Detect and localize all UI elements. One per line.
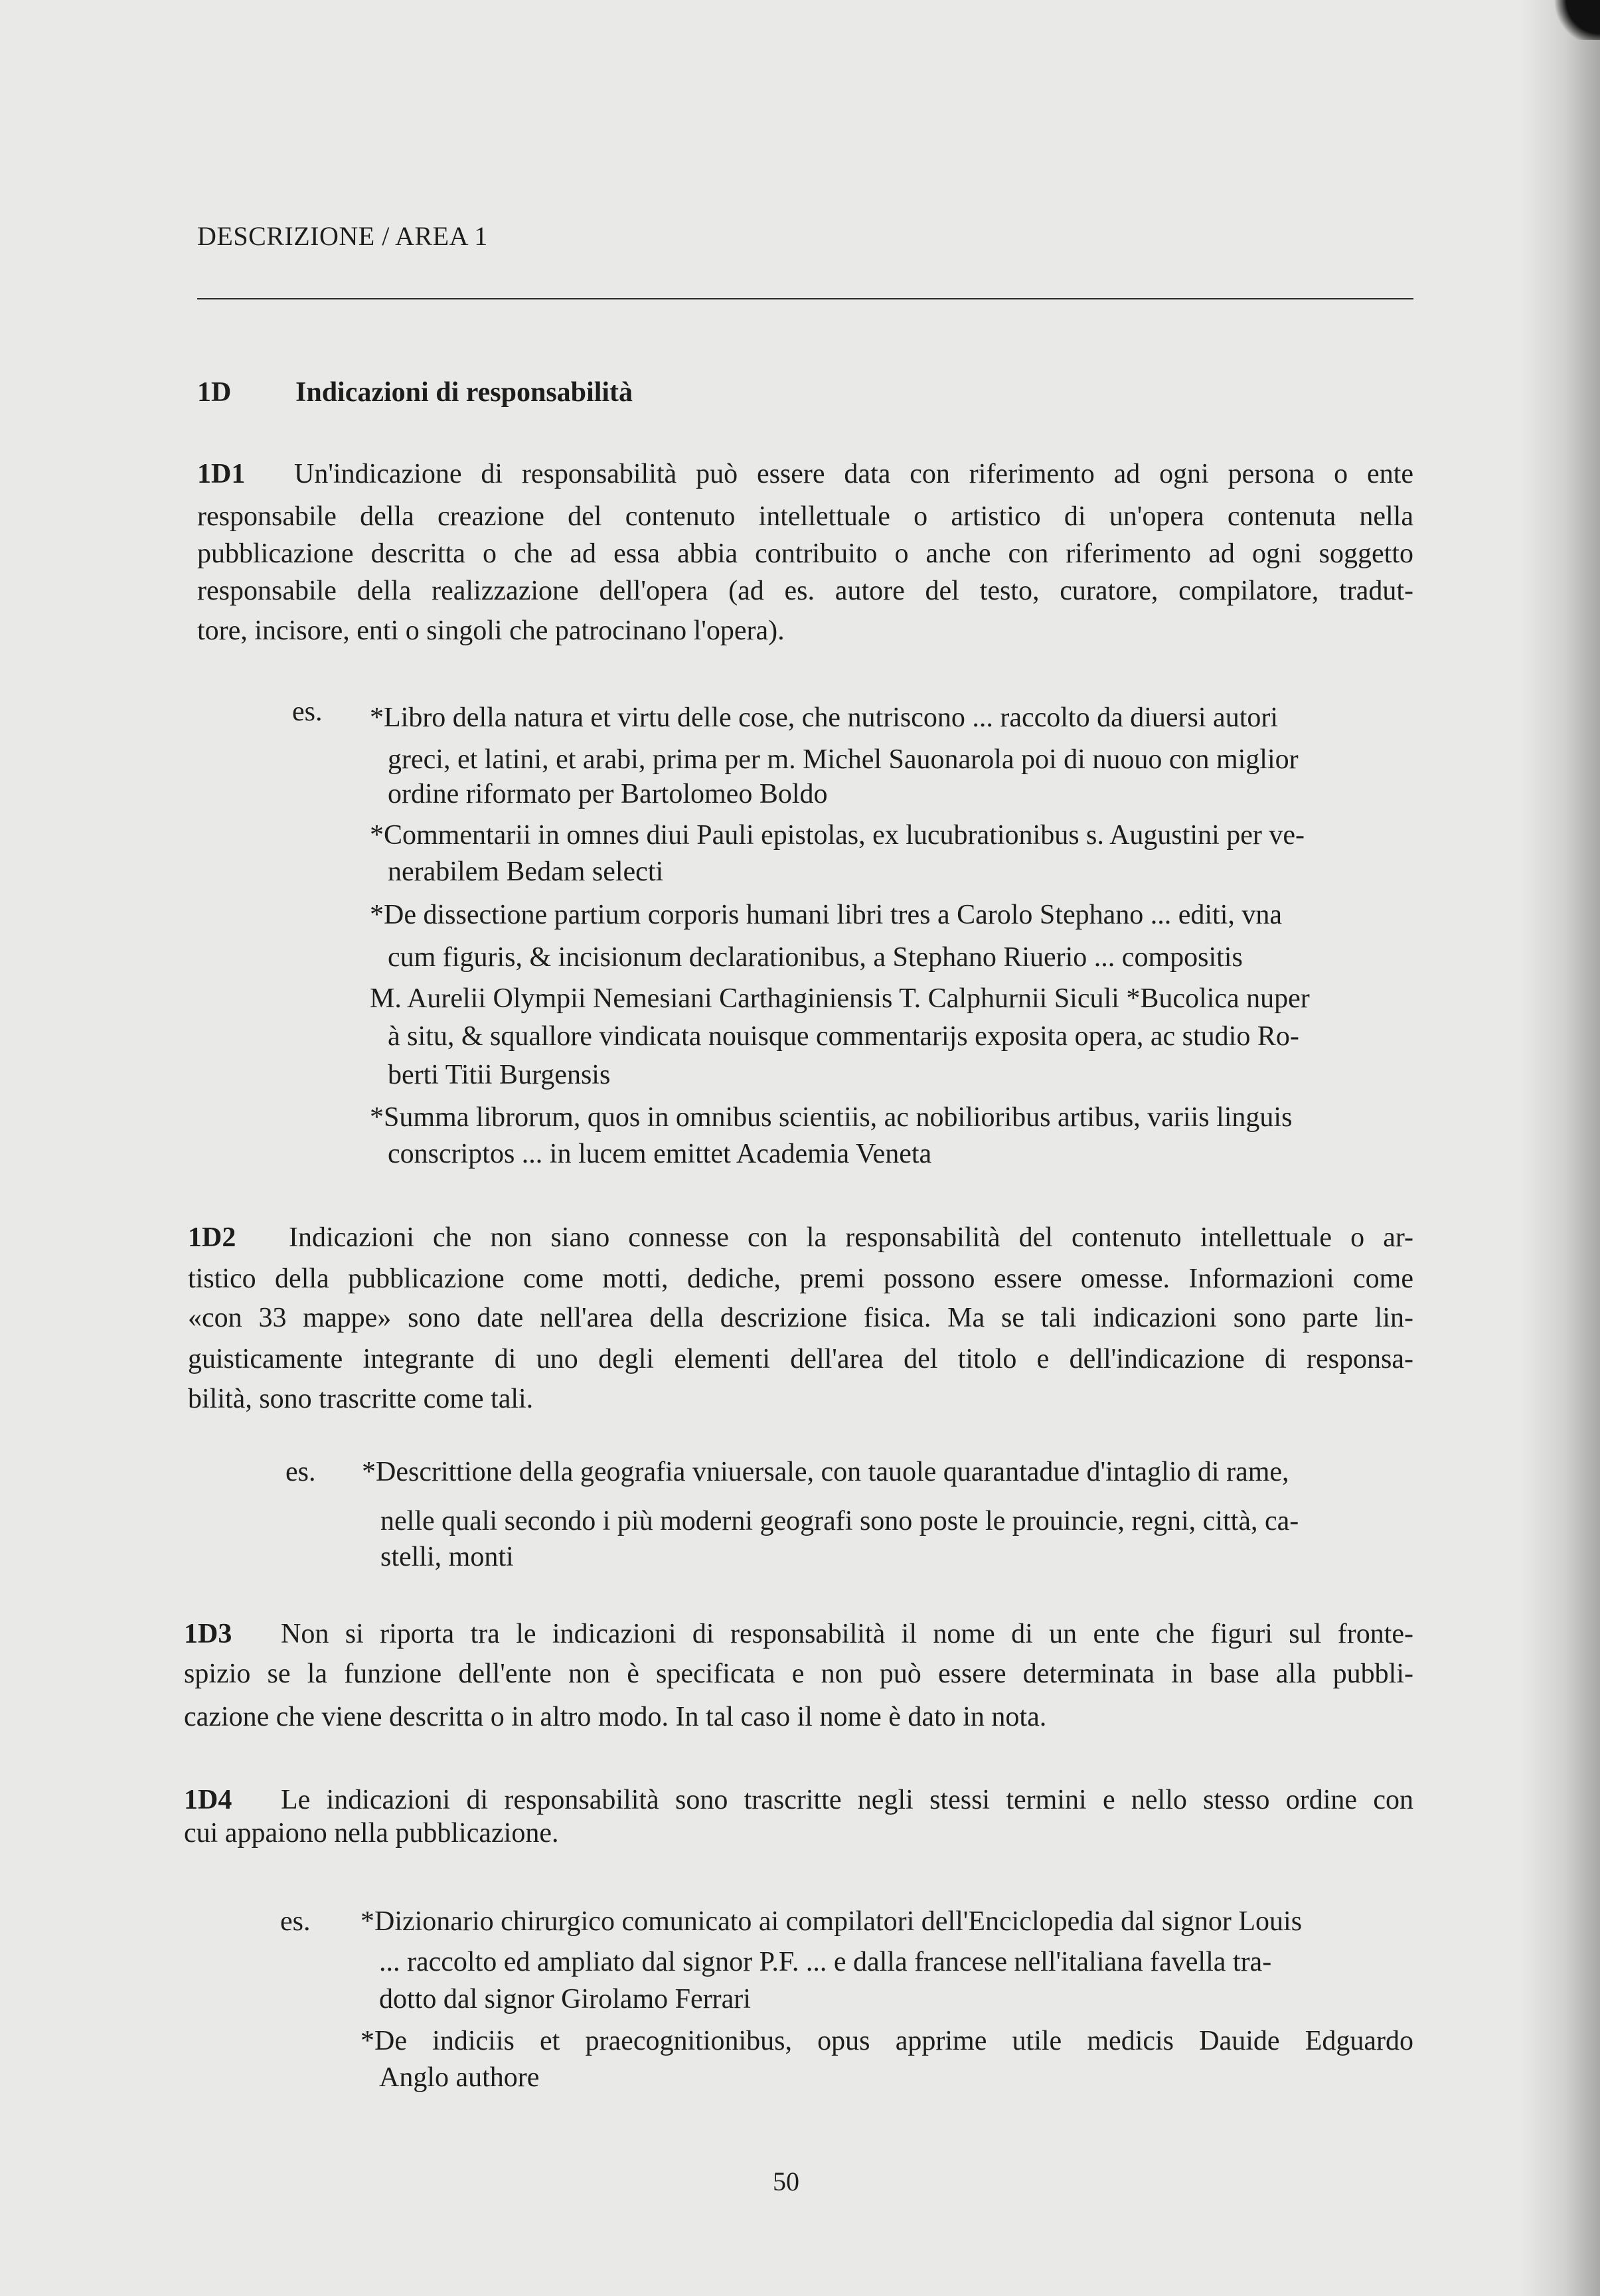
paragraph-line: guisticamente integrante di uno degli elementi dell'area del titolo e dell'indicazione di responsa- — [188, 1344, 1413, 1374]
example-line: nerabilem Bedam selecti — [388, 857, 664, 887]
paragraph-code-1d3: 1D3 — [184, 1619, 232, 1649]
example-line: *Libro della natura et virtu delle cose, che nutriscono ... raccolto da diuersi autori — [370, 702, 1279, 733]
page-edge-shadow — [1520, 0, 1600, 2296]
paragraph-line: Le indicazioni di responsabilità sono trascritte negli stessi termini e nello stesso ordine con — [281, 1785, 1413, 1815]
example-line: *De indiciis et praecognitionibus, opus apprime utile medicis Dauide Edguardo — [360, 2026, 1413, 2056]
example-line: greci, et latini, et arabi, prima per m. Michel Sauonarola poi di nuouo con miglior — [388, 744, 1299, 775]
page-corner-shadow — [1554, 0, 1600, 40]
paragraph-line: bilità, sono trascritte come tali. — [188, 1384, 534, 1414]
example-line: *Dizionario chirurgico comunicato ai compilatori dell'Enciclopedia dal signor Louis — [360, 1906, 1303, 1937]
example-line: *Commentarii in omnes diui Pauli epistolas, ex lucubrationibus s. Augustini per ve- — [370, 820, 1305, 851]
paragraph-line: Indicazioni che non siano connesse con la responsabilità del contenuto intellettuale o ar- — [289, 1222, 1413, 1253]
header-rule — [197, 298, 1413, 299]
paragraph-code-1d2: 1D2 — [188, 1222, 236, 1253]
running-header: DESCRIZIONE / AREA 1 — [197, 221, 488, 251]
paragraph-line: tistico della pubblicazione come motti, dediche, premi possono essere omesse. Informazioni come — [188, 1264, 1413, 1294]
example-line: *Summa librorum, quos in omnibus scientiis, ac nobilioribus artibus, variis linguis — [370, 1102, 1293, 1133]
paragraph-line: cazione che viene descritta o in altro modo. In tal caso il nome è dato in nota. — [184, 1702, 1047, 1732]
paragraph-line: responsabile della creazione del contenuto intellettuale o artistico di un'opera contenuta nella — [197, 501, 1413, 532]
example-line: nelle quali secondo i più moderni geografi sono poste le prouincie, regni, città, ca- — [380, 1506, 1299, 1536]
paragraph-line: cui appaiono nella pubblicazione. — [184, 1818, 559, 1848]
paragraph-line: pubblicazione descritta o che ad essa abbia contribuito o anche con riferimento ad ogni soggetto — [197, 538, 1413, 569]
example-line: ordine riformato per Bartolomeo Boldo — [388, 779, 828, 809]
example-line: dotto dal signor Girolamo Ferrari — [379, 1984, 751, 2014]
paragraph-line: «con 33 mappe» sono date nell'area della descrizione fisica. Ma se tali indicazioni sono parte lin- — [188, 1303, 1413, 1333]
example-line: cum figuris, & incisionum declarationibus, a Stephano Riuerio ... compositis — [388, 942, 1243, 973]
example-line: à situ, & squallore vindicata nouisque commentarijs exposita opera, ac studio Ro- — [388, 1021, 1299, 1052]
example-line: M. Aurelii Olympii Nemesiani Carthaginiensis T. Calphurnii Siculi *Bucolica nuper — [370, 983, 1310, 1014]
example-line: *De dissectione partium corporis humani libri tres a Carolo Stephano ... editi, vna — [370, 900, 1283, 930]
paragraph-line: tore, incisore, enti o singoli che patrocinano l'opera). — [197, 615, 785, 646]
paragraph-line: Un'indicazione di responsabilità può essere data con riferimento ad ogni persona o ente — [294, 459, 1413, 489]
example-line: stelli, monti — [380, 1542, 514, 1572]
example-label: es. — [280, 1906, 311, 1937]
paragraph-code-1d1: 1D1 — [197, 459, 246, 489]
example-line: conscriptos ... in lucem emittet Academia Veneta — [388, 1139, 932, 1169]
example-line: ... raccolto ed ampliato dal signor P.F. ... e dalla francese nell'italiana favella tra- — [379, 1947, 1272, 1977]
section-code: 1D — [197, 377, 232, 408]
page-number: 50 — [773, 2167, 799, 2196]
paragraph-line: spizio se la funzione dell'ente non è specificata e non può essere determinata in base alla pubbli- — [184, 1659, 1413, 1689]
example-label: es. — [285, 1457, 316, 1487]
example-label: es. — [292, 697, 323, 727]
paragraph-line: responsabile della realizzazione dell'opera (ad es. autore del testo, curatore, compilatore, tradut- — [197, 576, 1413, 606]
example-line: berti Titii Burgensis — [388, 1060, 611, 1090]
example-line: *Descrittione della geografia vniuersale, con tauole quarantadue d'intaglio di rame, — [362, 1457, 1289, 1487]
paragraph-code-1d4: 1D4 — [184, 1785, 232, 1815]
example-line: Anglo authore — [379, 2062, 540, 2093]
section-title: Indicazioni di responsabilità — [295, 377, 633, 408]
paragraph-line: Non si riporta tra le indicazioni di responsabilità il nome di un ente che figuri sul fronte- — [281, 1619, 1413, 1649]
